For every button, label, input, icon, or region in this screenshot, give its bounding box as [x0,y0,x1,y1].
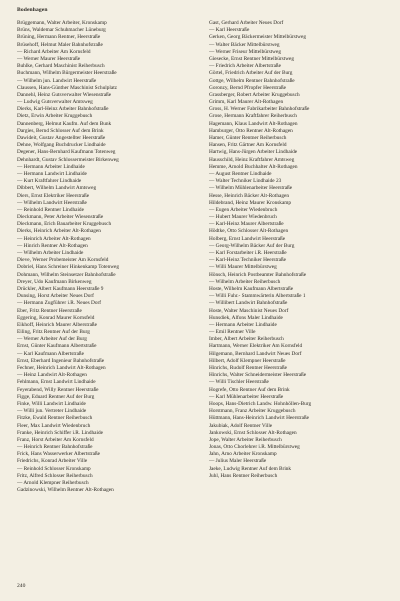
list-item: Dobriel, Hans Schreiner Hinkenkamp Totenweg [17,264,120,271]
list-item: Feyerabend, Willy Rentner Heerstraße [17,386,99,393]
list-item: Eber, Fritz Rentner Heerstraße [17,307,82,314]
list-item: Dunsing, Horst Arbeiter Neues Dorf [17,293,94,300]
list-item: Hamer, Günter Rentner Reiherbusch [209,135,287,141]
list-item: Eggering, Konrad Maurer Kornsfeld [17,314,95,321]
list-item: Jahn, Arno Arbeiter Kronskamp [209,451,277,458]
list-item: Eikhoff, Heinrich Maurer Alberstraße [17,321,97,328]
list-item: Buchmann, Wilhelm Bürgermeister Heerstraße [17,70,117,77]
list-item: Juhl, Hans Rentner Reiherbusch [209,472,278,479]
list-item: — Heinz Landwirt Alt-Rothagen [17,372,87,379]
list-item: — Hermann Arbeiter Lindhaide [17,163,85,170]
list-item: — Willi Tischler Heerstraße [209,379,269,386]
list-item: Hinrichs, Walter Schneidermeister Heerstraße [209,372,307,379]
list-item: Friedrichs, Konrad Arbeiter Ville [17,458,88,465]
list-item: Frick, Hans Wasserwerker Albertstraße [17,451,101,458]
list-item: — Richard Arbeiter Am Kornsfeld [17,48,91,55]
list-item: Gerken, Georg Bäckermeister Mittelbürstweg [209,34,306,41]
list-item: Hinrichs, Rudolf Rentner Heerstraße [209,365,287,371]
list-item: Brüsehoff, Helmut Maler Bahnhofstraße [17,41,103,48]
list-item: — Karl Kaufmann Albertstraße [17,350,84,357]
list-item: Hesse, Heinrich Bäcker Alt-Rothagen [209,192,290,199]
list-item: Figge, Eduard Rentner Auf der Burg [17,393,95,400]
list-item: Fitzke, Ewald Rentner Reiherbusch [17,415,93,422]
list-item: Gross, H. Werner Fabrikarbeiter Bahnhofstraße [209,106,310,113]
list-item: Jope, Walter Arbeiter Reiherbusch [209,436,282,443]
list-item: Hildebrand, Heinz Maurer Kronskamp [209,199,292,206]
list-item: Dieve, Werner Probemeister Am Kornsfeld [17,257,109,264]
list-item: — Karl Forstarbeiter i.R. Heerstraße [209,250,287,256]
list-item: Ernst, Günter Kaufmann Albertstraße [17,343,97,350]
list-item: Diers, Ernst Elektriker Heerstraße [17,192,90,199]
list-item: Hansen, Fritz Gärtner Am Kornsfeld [209,142,287,149]
list-item: Jankowski, Ernst Schlosser Alt-Rothagen [209,429,297,436]
list-item: Dargies, Bernd Schlosser Auf dem Brink [17,127,104,134]
list-item: Grimm, Karl Maurer Alt-Rothagen [209,99,284,106]
list-item: Dibbert, Wilhelm Landwirt Amtsweg [17,185,97,192]
list-item: — Wilhelm Mühlenarbeiter Heerstraße [209,185,293,192]
list-item: Imber, Albert Arbeiter Reiherbusch [209,336,284,343]
page-header: Bodenhagen [17,7,48,13]
list-item: Hoops, Hans-Dietrich Landw. Hohnhöllen-Burg [209,400,312,407]
list-item: — Willi Fuhr.- Stammwärterin Albertstraße 1 [209,293,306,300]
list-item: Hönsch, Heinrich Postbeamter Bahnhofstraße [209,271,307,278]
list-item: Hogrefe, Otto Rentner Auf dem Brink [209,386,290,393]
list-item: Fritz, Alfred Schlosser Reiherbusch [17,472,93,479]
list-item: — Willi Maurer Mittelbürstweg [209,264,277,271]
list-item: Fleer, Max Landwirt Wiedenbruch [17,422,91,429]
list-item: — Werner Arbeiter Auf der Burg [17,336,87,343]
list-item: Drückler, Albert Kaufmann Heerstraße 9 [17,285,104,292]
list-item: — Arnold Klempner Reiherbusch [17,480,89,486]
list-item: — Willi jun. Vertreter Lindhaide [17,408,87,415]
list-item: Hilbert, Adolf Klempner Heerstraße [209,357,286,364]
list-item: Dohmann, Wilhelm Steinsetzer Bahnhofstraße [17,271,116,278]
list-item: Horstmann, Franz Arbeiter Kruggebusch [209,408,296,415]
list-item: — Eugen Arbeiter Wiedenbruch [209,206,278,213]
list-item: — Karl Mühlenarbeiter Heerstraße [209,393,284,400]
list-item: Jaeke, Ludwig Rentner Auf dem Brink [209,465,292,472]
list-item: — Werner Friseur Mittelbürstweg [209,48,281,55]
list-item: — Hinrich Rentner Alt-Rothagen [17,242,88,249]
list-item: — Ludwig Gutsverwalter Amtsweg [17,99,93,106]
list-item: Eiling, Fritz Rentner Auf der Burg [17,329,90,336]
list-item: Görtel, Friedrich Arbeiter Auf der Burg [209,70,293,77]
list-item: Dierks, Heinrich Arbeiter Alt-Rothagen [17,228,101,235]
list-item: Dannenberg, Helmut Kaufm. Auf dem Bunk [17,120,112,127]
list-item: Buhlke, Gerhard Maschinist Reiherbusch [17,63,105,70]
list-item: — Reinhold Schlosser Kronskamp [17,465,91,472]
list-item: Brüggemann, Walter Arbeiter, Kronskamp [17,20,107,26]
list-item: Franz, Horst Arbeiter Am Kornsfeld [17,436,94,443]
list-item: — Karl Heerstraße [209,27,250,34]
list-item: Hoste, Walter Maschinist Neues Dorf [209,307,289,314]
list-item: Fechner, Heinrich Landwirt Alt-Rothagen [17,365,106,371]
list-item: Dreyer, Udo Kaufmann Birkenweg [17,278,92,285]
list-item: Hemme, Arnold Buchhalter Alt-Rothagen [209,163,298,170]
list-item: — Georg-Wilhelm Bäcker Auf der Burg [209,242,295,249]
list-item: Gottge, Wilhelm Rentner Bahnhofstraße [209,77,295,84]
list-item: Hüttmann, Hans-Heinrich Landwirt Heerstraße [209,415,310,422]
list-item: — Wilhelm Landwirt Heerstraße [17,199,87,206]
list-item: — Willibert Landwirt Bahnhofstraße [209,300,288,307]
right-column [209,20,387,480]
list-item: — Julius Maler Heerstraße [209,458,267,465]
list-item: — Werner Maurer Heerstraße [17,55,81,62]
list-item: Fehlmann, Ernst Landwirt Lindhaide [17,379,96,386]
list-item: Dieckmann, Erich Bauarbeiter Kruggebusch [17,221,112,228]
list-item: — Wilhelm Arbeiter Lindhaide [17,250,84,256]
list-item: — Emil Rentner Ville [209,329,256,336]
left-column [17,20,195,494]
list-item: — Wilhelm jun. Landwirt Heerstraße [17,77,97,84]
list-item: Dietz, Erwin Arbeiter Kruggebusch [17,113,93,120]
list-item: Hartwig, Hans-Jürgen Arbeiter Lindhaide [209,149,298,156]
list-item: Brüns, Waldemar Schuhmacher Lüneburg [17,27,106,34]
list-item: Giesecke, Ernst Rentner Mittelbürstweg [209,55,295,62]
list-item: Goronzy, Bernd Pfropfer Heerstraße [209,84,287,91]
list-item: Brüning, Hermann Rentner, Heerstraße [17,34,101,41]
list-item: Dieckmann, Peter Arbeiter Wiesenstraße [17,214,104,221]
list-item: Hoste, Wilhelm Kaufmann Albertstraße [209,285,294,292]
list-item: — August Rentner Lindhaide [209,170,272,177]
list-item: Gast, Gerhard Arbeiter Neues Dorf [209,20,284,26]
list-item: Dehnhardt, Gustav Schlossermeister Birkenweg [17,156,119,163]
list-item: Grose, Hermann Kraftfahrer Reiherbusch [209,113,297,120]
list-item: — Walter Bäcker Mittelbürstweg [209,41,280,48]
list-item: Hödtke, Otto Schlosser Alt-Rothagen [209,228,289,235]
list-item: — Kurt Kraftfahrer Lindhaide [17,178,82,185]
list-item: — Hubert Maurer Wiedenbruch [209,214,277,221]
list-item: Franke, Heinrich Schiffer i.R. Lindhaide [17,429,103,436]
list-item: Dierks, Karl-Heinz Arbeiter Bahnhofstraße [17,106,109,113]
list-item: — Walter Techniker Lindhaide 23 [209,178,282,185]
list-item: — Friedrich Arbeiter Albertstraße [209,63,281,70]
list-item: Dehne, Wolfgang Buchdrucker Lindhaide [17,142,106,149]
list-item: — Heinrich Rentner Bahnhofstraße [17,444,93,451]
list-item: Gadzinowski, Wilhelm Rentner Alt-Rothagen [17,487,114,494]
list-item: — Hermann Zugführer i.R. Neues Dorf [17,300,101,307]
list-item: Dannehl, Heinz Gutsverwalter Wiesenstraße [17,91,112,98]
list-item: — Heinrich Arbeiter Alt-Rothagen [17,235,91,242]
list-item: — Hermann Landwirt Lindhaide [17,170,87,177]
list-item: Grassberger, Robert Arbeiter Kruggebusch [209,91,300,98]
list-item: Hartmann, Werner Elektriker Am Kornsfeld [209,343,303,350]
list-item: — Reinhold Rentner Lindhaide [17,206,84,213]
list-item: Dawideit, Gustav Angestellter Heerstraße [17,135,106,141]
list-item: Hagemann, Klaus Landwirt Alt-Rothagen [209,120,298,127]
list-item: — Karl-Heinz Techniker Heerstraße [209,257,287,264]
list-item: Jonas, Otto Chorlehrer i.R. Mittelbürstweg [209,444,300,451]
page-number: 240 [17,583,26,589]
list-item: — Karl-Heinz Maurer Albertstraße [209,221,284,228]
list-item: — Hermann Arbeiter Lindhaide [209,321,277,328]
list-item: — Wilhelm Arbeiter Reiherbusch [209,278,281,285]
list-item: Hamburger, Otto Rentner Alt-Rothagen [209,127,293,134]
list-item: Hilgemann, Bernhard Landwirt Neues Dorf [209,350,302,357]
list-item: Jakubiak, Adolf Rentner Ville [209,422,273,429]
list-item: Claussen, Hans-Günther Maschinist Schulplatz [17,84,118,91]
list-item: Hunsdiek, Alfons Maler Lindhaide [209,314,283,321]
list-item: Finke, Willi Landwirt Lindhaide [17,400,86,407]
list-item: Hausschild, Heinz Kraftfahrer Amtsweg [209,156,295,163]
list-item: Ernst, Eberhard Ingenieur Bahnhofstraße [17,357,105,364]
list-item: Degener, Hans-Bernhard Kaufmann Totenweg [17,149,116,156]
list-item: Holberg, Ernst Landwirt Heerstraße [209,235,286,242]
